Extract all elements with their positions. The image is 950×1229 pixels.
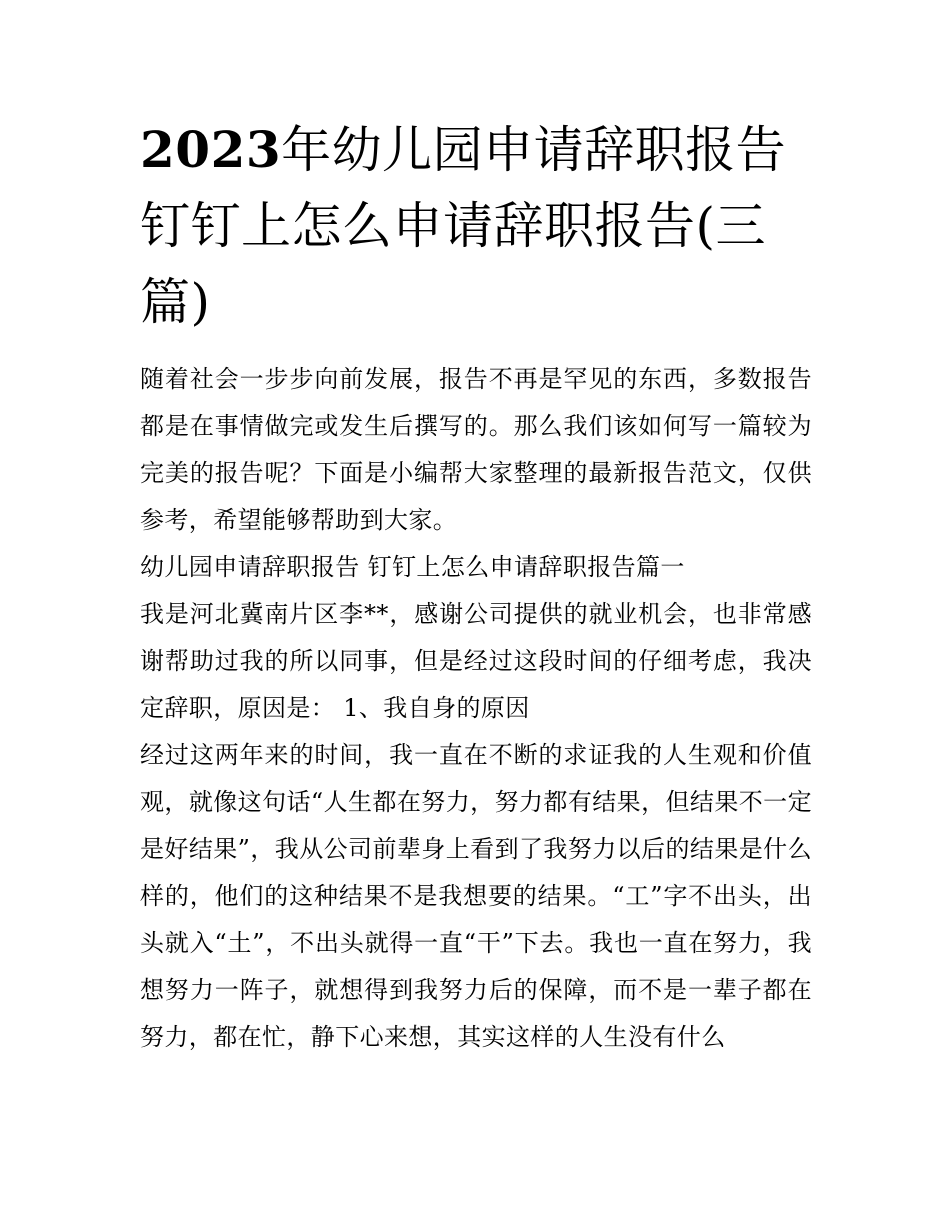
document-title xyxy=(140,112,812,340)
title-text: 年幼儿园申请辞职报告 钉钉上怎么申请辞职报告(三篇) xyxy=(140,121,787,331)
intro-paragraph: 随着社会一步步向前发展，报告不再是罕见的东西，多数报告都是在事情做完或发生后撰写的。那么我们该如何写一篇较为完美的报告呢？下面是小编帮大家整理的最新报告范文，仅供参考，希望能够帮助到大家。 xyxy=(140,365,812,534)
document-body xyxy=(140,356,812,1061)
document-page xyxy=(140,112,812,1061)
body-paragraph: 经过这两年来的时间，我一直在不断的求证我的人生观和价值观，就像这句话“人生都在努力，努力都有结果，但结果不一定是好结果”，我从公司前辈身上看到了我努力以后的结果是什么样的，他们的这种结果不是我想要的结果。“工”字不出头，出头就入“土”，不出头就得一直“干”下去。我也一直在努力，我想努力一阵子，就想得到我努力后的保障，而不是一辈子都在努力，都在忙，静下心来想，其实这样的人生没有什么 xyxy=(140,741,812,1051)
section-heading: 幼儿园申请辞职报告 钉钉上怎么申请辞职报告篇一 xyxy=(140,553,685,581)
title-year: 2023 xyxy=(140,120,282,179)
body-paragraph: 我是河北冀南片区李**，感谢公司提供的就业机会，也非常感谢帮助过我的所以同事，但是经过这段时间的仔细考虑，我决定辞职，原因是： 1、我自身的原因 xyxy=(140,600,812,722)
